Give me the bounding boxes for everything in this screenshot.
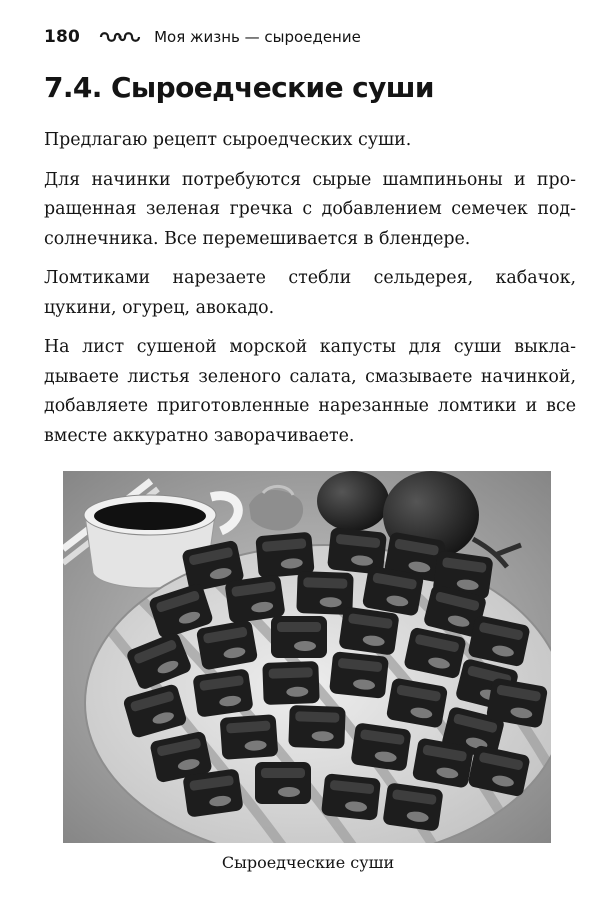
sushi-roll: [192, 668, 253, 717]
ornament-icon: [98, 30, 142, 44]
paragraph: На лист сушеной морской капусты для суши выкладываете листья зеленого салата, смазываете начинкой, добавляете приготовленные нарезанные ломтики и все вместе аккуратно заворачиваете.: [44, 337, 576, 446]
sushi-roll: [220, 714, 279, 760]
sushi-photo: [63, 471, 551, 843]
sushi-roll: [262, 661, 319, 705]
running-title: Моя жизнь — сыроедение: [154, 28, 361, 46]
sushi-roll: [182, 768, 243, 817]
paragraph: Ломтиками нарезаете стебли сельдерея, кабачок, цукини, огурец, авокадо.: [44, 268, 576, 318]
sushi-roll: [382, 782, 443, 831]
paragraph: Предлагаю рецепт сыроедческих суши.: [44, 130, 412, 150]
sushi-roll: [321, 773, 381, 821]
body-text: [44, 126, 576, 461]
paragraph: Для начинки потребуются сырые шампиньоны и проращенная зеленая гречка с добавлением семечек подсолнечника. Все перемешивается в блендере.: [44, 169, 576, 249]
sushi-roll: [329, 651, 389, 699]
sushi-roll: [255, 762, 311, 804]
sushi-roll: [350, 722, 411, 771]
page-header: [44, 22, 584, 52]
sushi-roll: [338, 606, 399, 655]
sushi-roll: [288, 705, 345, 749]
sushi-roll: [296, 571, 353, 615]
section-heading: 7.4. Сыроедческие суши: [44, 71, 434, 104]
page-number: 180: [44, 27, 81, 47]
sushi-roll: [271, 616, 327, 658]
figure-caption: Сыроедческие суши: [221, 853, 395, 872]
